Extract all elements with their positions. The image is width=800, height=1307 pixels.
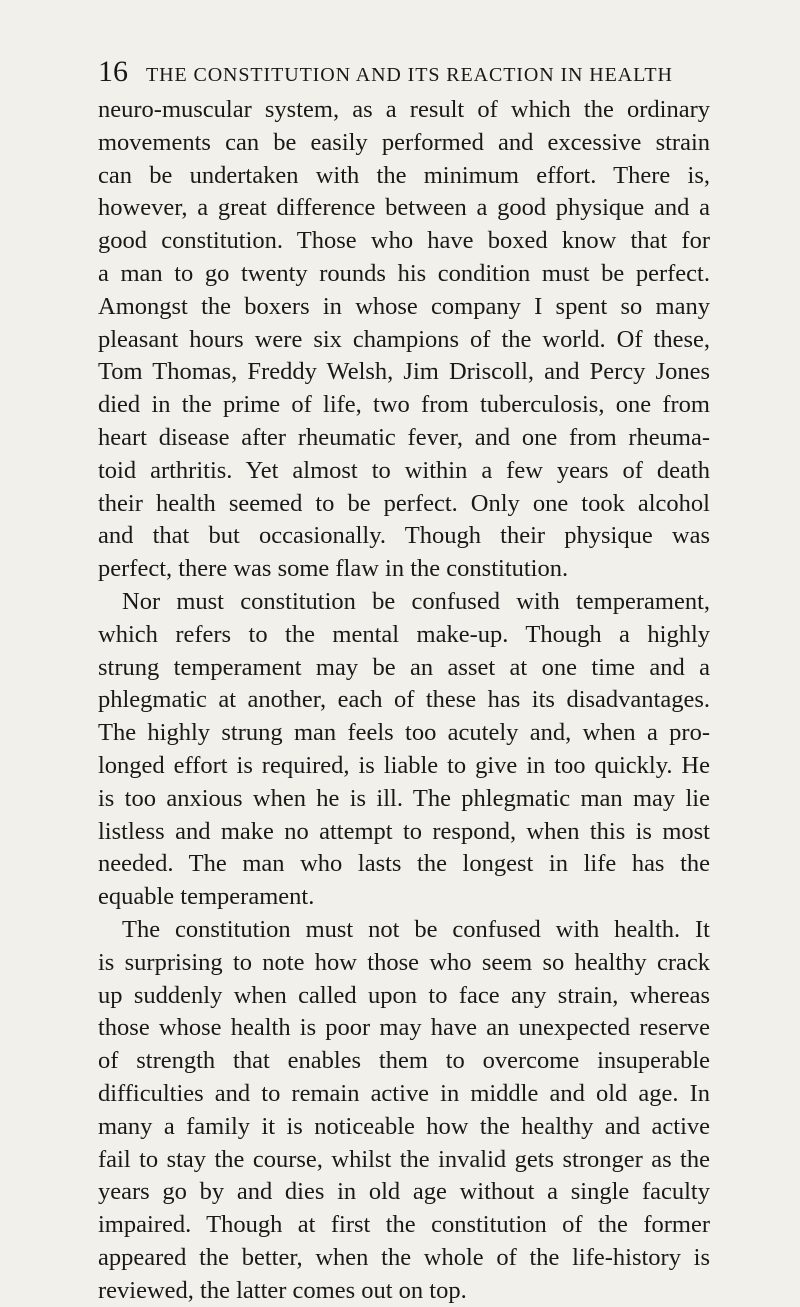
text-line-19: phlegmatic at another, each of these has its disadvantages.: [98, 686, 710, 714]
text-line-14: and that but occasionally. Though their physique was: [98, 522, 710, 550]
text-line-18: strung temperament may be an asset at one time and a: [98, 653, 710, 681]
text-line-2: movements can be easily performed and excessive strain: [98, 128, 710, 156]
text-line-32: many a family it is noticeable how the healthy and active: [98, 1112, 710, 1140]
text-line-33: fail to stay the course, whilst the invalid gets stronger as the: [98, 1145, 710, 1173]
text-line-17: which refers to the mental make-up. Though a highly: [98, 620, 710, 648]
text-line-7: Amongst the boxers in whose company I spent so many: [98, 292, 710, 320]
text-line-22: is too anxious when he is ill. The phlegmatic man may lie: [98, 784, 710, 812]
text-line-6: a man to go twenty rounds his condition must be perfect.: [98, 260, 710, 287]
text-line-26: The constitution must not be confused with health. It: [122, 916, 710, 943]
text-line-34: years go by and dies in old age without a single faculty: [98, 1178, 710, 1206]
text-line-4: however, a great difference between a good physique and a: [98, 194, 710, 222]
text-line-30: of strength that enables them to overcome insuperable: [98, 1047, 710, 1075]
text-line-15: perfect, there was some flaw in the constitution.: [98, 555, 569, 583]
text-line-25: equable temperament.: [98, 883, 315, 911]
text-line-10: died in the prime of life, two from tuberculosis, one from: [98, 391, 710, 419]
text-line-8: pleasant hours were six champions of the world. Of these,: [98, 325, 710, 353]
text-line-37: reviewed, the latter comes out on top.: [98, 1276, 467, 1304]
running-head: THE CONSTITUTION AND ITS REACTION IN HEALTH: [146, 64, 673, 86]
text-line-20: The highly strung man feels too acutely and, when a pro-: [98, 719, 710, 747]
text-line-9: Tom Thomas, Freddy Welsh, Jim Driscoll, and Percy Jones: [98, 358, 710, 386]
text-line-5: good constitution. Those who have boxed know that for: [98, 227, 710, 255]
text-line-3: can be undertaken with the minimum effort. There is,: [98, 161, 710, 189]
text-line-35: impaired. Though at first the constitution of the former: [98, 1211, 710, 1239]
text-line-1: neuro-muscular system, as a result of which the ordinary: [98, 96, 710, 123]
text-line-24: needed. The man who lasts the longest in life has the: [98, 850, 710, 878]
text-line-23: listless and make no attempt to respond, when this is most: [98, 817, 710, 845]
text-line-16: Nor must constitution be confused with temperament,: [122, 588, 710, 615]
text-line-27: is surprising to note how those who seem so healthy crack: [98, 948, 710, 976]
text-line-31: difficulties and to remain active in middle and old age. In: [98, 1080, 710, 1107]
page-header: [98, 56, 710, 88]
text-line-28: up suddenly when called upon to face any strain, whereas: [98, 981, 710, 1009]
text-line-36: appeared the better, when the whole of the life-history is: [98, 1244, 710, 1271]
page-number: 16: [98, 55, 128, 88]
text-line-21: longed effort is required, is liable to give in too quickly. He: [98, 752, 710, 779]
text-line-12: toid arthritis. Yet almost to within a few years of death: [98, 456, 710, 484]
text-line-11: heart disease after rheumatic fever, and one from rheuma-: [98, 424, 710, 451]
text-line-13: their health seemed to be perfect. Only one took alcohol: [98, 489, 710, 517]
text-line-29: those whose health is poor may have an unexpected reserve: [98, 1014, 710, 1042]
